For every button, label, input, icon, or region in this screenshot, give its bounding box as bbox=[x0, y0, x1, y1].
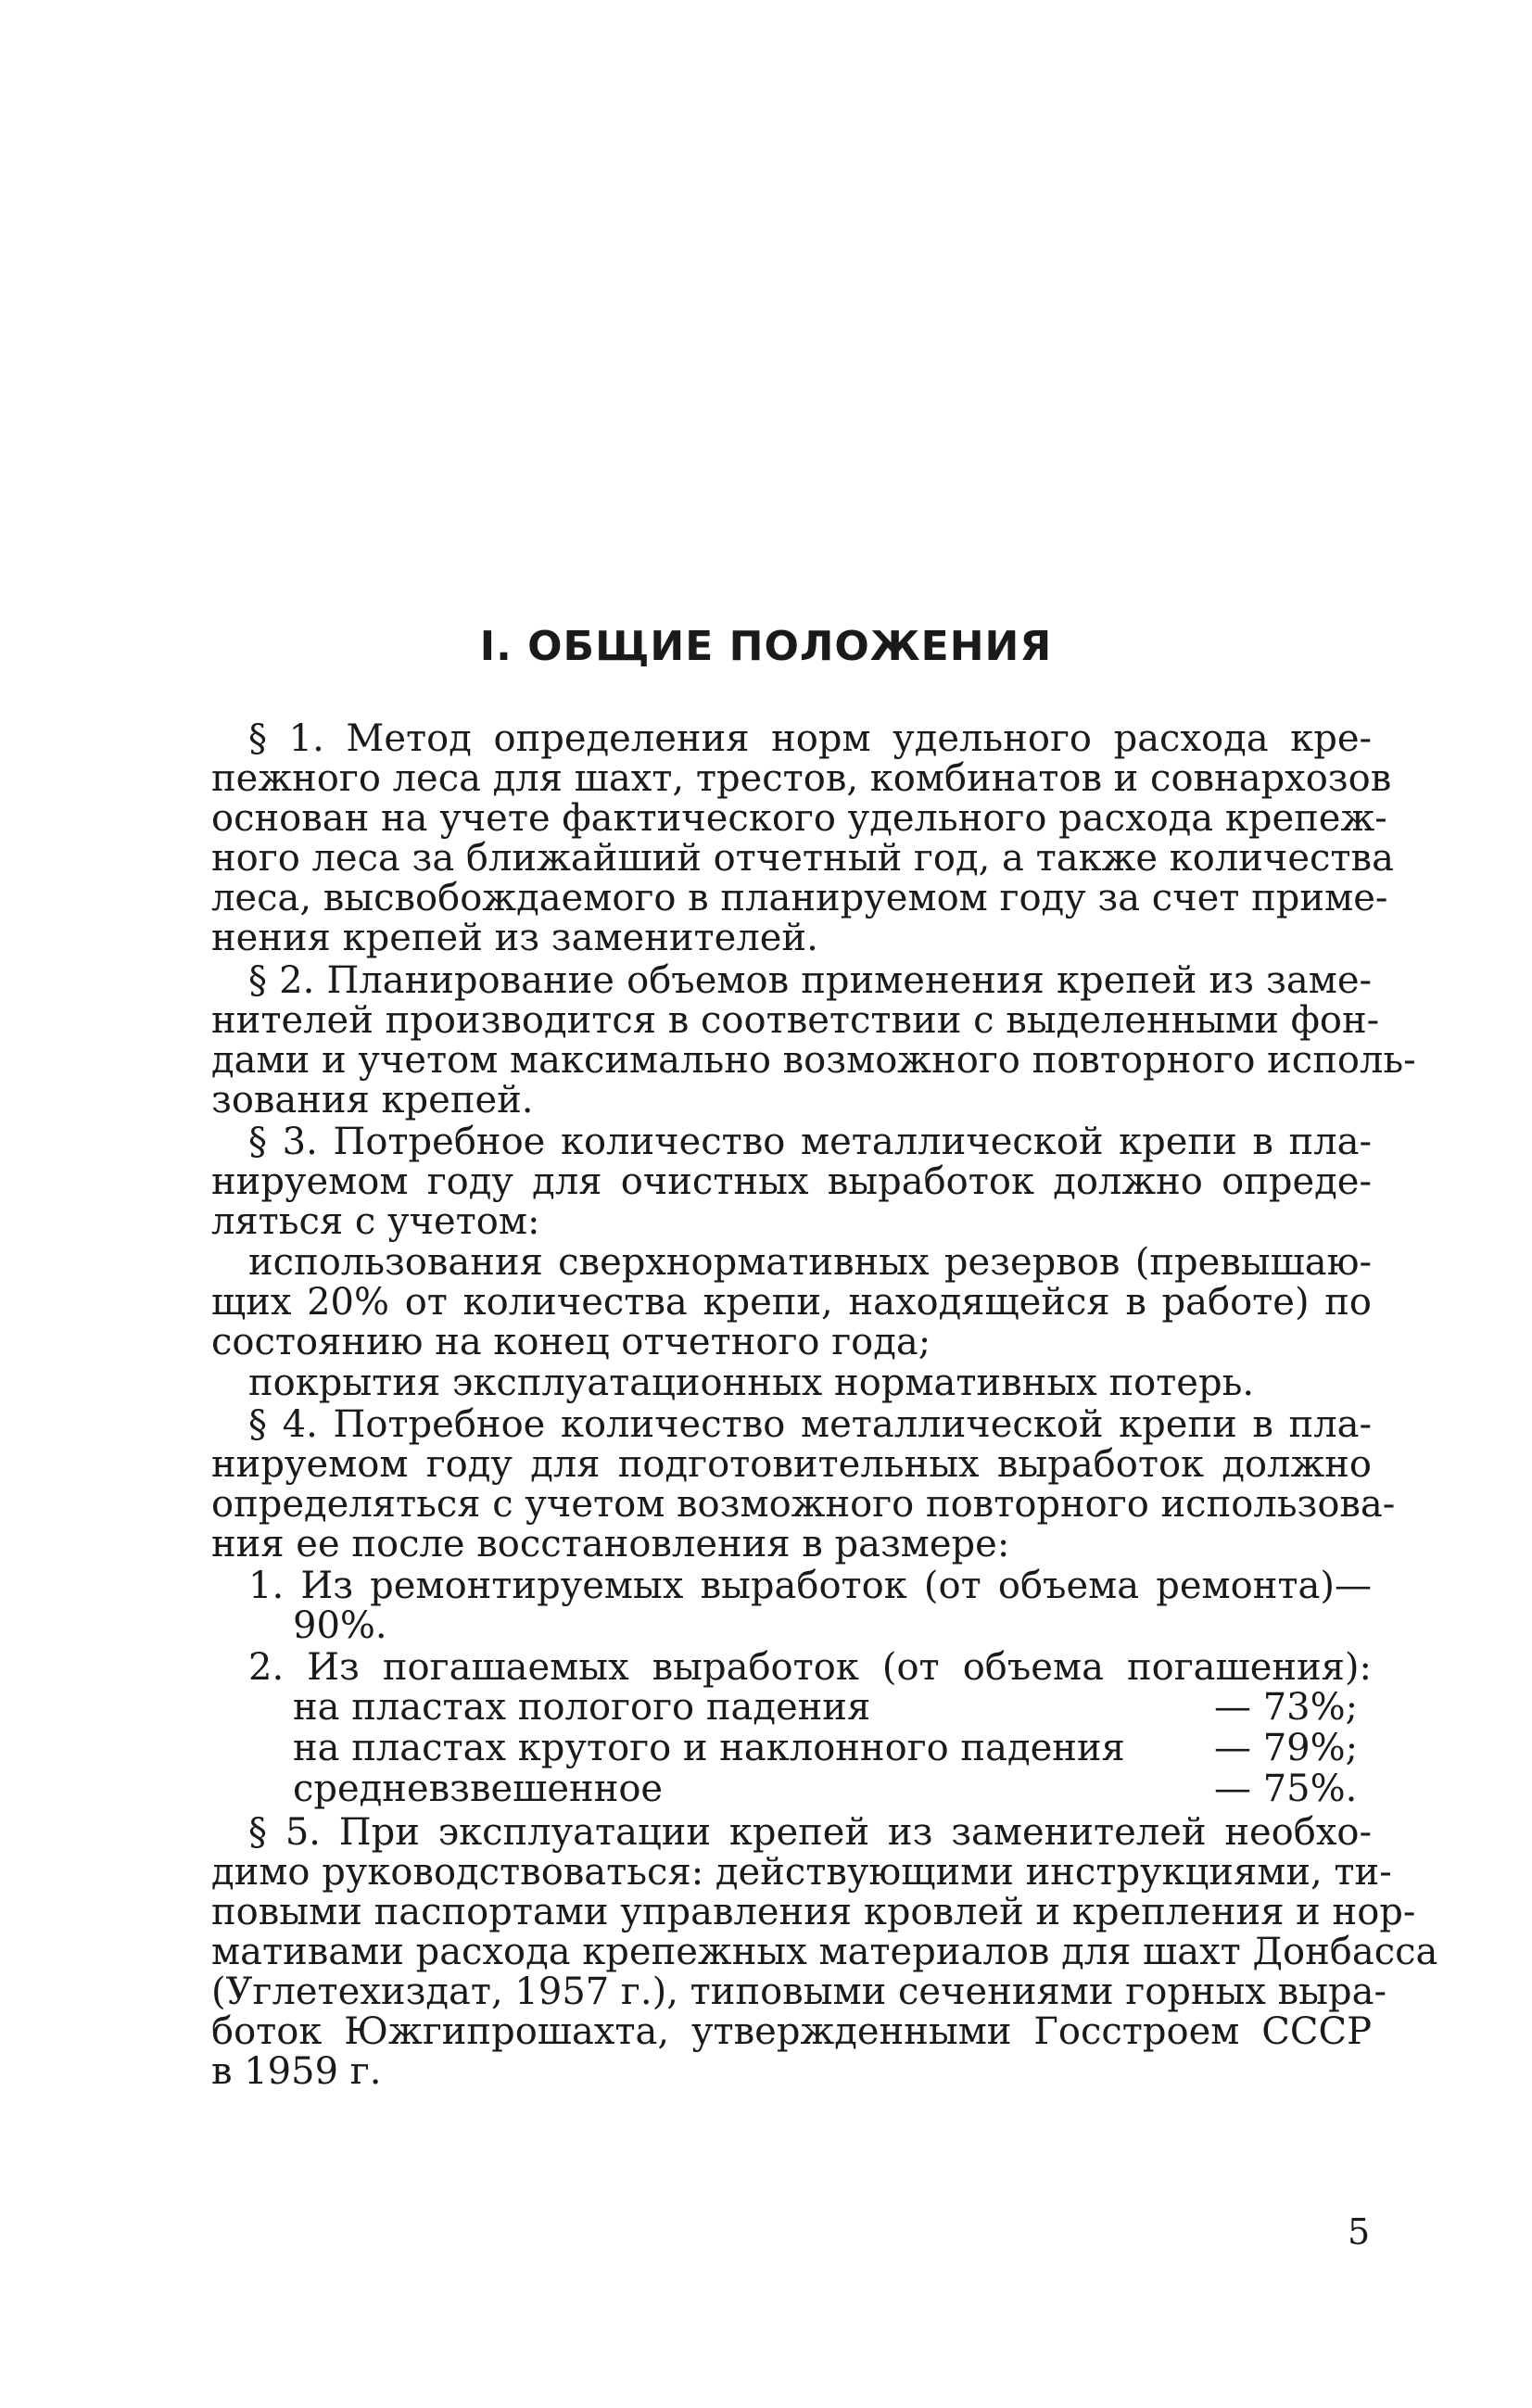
list-item-1-continuation: 90%. bbox=[293, 1604, 387, 1647]
paragraph-1-line: пежного леса для шахт, трестов, комбинатов и совнархозов bbox=[211, 757, 1392, 800]
paragraph-2-line: § 2. Планирование объемов применения крепей из заме- bbox=[248, 959, 1372, 1002]
list-item-1: 1. Из ремонтируемых выработок (от объема ремонта)— bbox=[248, 1565, 1372, 1607]
paragraph-5-line: димо руководствоваться: действующими инструкциями, ти- bbox=[211, 1851, 1392, 1894]
paragraph-4-line: ния ее после восстановления в размере: bbox=[211, 1523, 1010, 1565]
paragraph-3-line: ляться с учетом: bbox=[211, 1200, 540, 1243]
paragraph-1-line: нения крепей из заменителей. bbox=[211, 917, 818, 959]
section-heading: I. ОБЩИЕ ПОЛОЖЕНИЯ bbox=[479, 623, 1053, 670]
paragraph-2-line: зования крепей. bbox=[211, 1079, 534, 1122]
paragraph-1-line: ного леса за ближайший отчетный год, а также количества bbox=[211, 837, 1394, 880]
paragraph-3-line: нируемом году для очистных выработок должно опреде- bbox=[211, 1160, 1372, 1203]
paragraph-1-line: леса, высвобождаемого в планируемом году за счет приме- bbox=[211, 877, 1388, 919]
page-number: 5 bbox=[1348, 2212, 1371, 2252]
paragraph-2-line: нителей производится в соответствии с выделенными фон- bbox=[211, 999, 1380, 1042]
paragraph-3-line: состоянию на конец отчетного года; bbox=[211, 1321, 931, 1363]
paragraph-1-line: основан на учете фактического удельного расхода крепеж- bbox=[211, 797, 1387, 840]
paragraph-5-line: мативами расхода крепежных материалов для шахт Донбасса bbox=[211, 1931, 1438, 1973]
paragraph-5-line: § 5. При эксплуатации крепей из заменителей необхо- bbox=[248, 1811, 1372, 1854]
paragraph-1-line: § 1. Метод определения норм удельного расхода кре- bbox=[248, 717, 1372, 760]
paragraph-4-line: нируемом году для подготовительных выработок должно bbox=[211, 1443, 1372, 1486]
paragraph-3-line: покрытия эксплуатационных нормативных потерь. bbox=[248, 1362, 1255, 1404]
paragraph-4-line: определяться с учетом возможного повторного использова- bbox=[211, 1483, 1396, 1526]
paragraph-3-line: щих 20% от количества крепи, находящейся в работе) по bbox=[211, 1281, 1372, 1324]
rate-label: средневзвешенное bbox=[293, 1768, 664, 1810]
paragraph-5-line: (Углетехиздат, 1957 г.), типовыми сечениями горных выра- bbox=[211, 1971, 1386, 2013]
paragraph-5-line: боток Южгипрошахта, утвержденными Госстроем СССР bbox=[211, 2010, 1372, 2053]
paragraph-4-line: § 4. Потребное количество металлической крепи в пла- bbox=[248, 1403, 1372, 1446]
paragraph-2-line: дами и учетом максимально возможного повторного исполь- bbox=[211, 1039, 1416, 1082]
list-item-2: 2. Из погашаемых выработок (от объема погашения): bbox=[248, 1646, 1372, 1689]
paragraph-3-line: использования сверхнормативных резервов (превышаю- bbox=[248, 1241, 1372, 1284]
paragraph-5-line: в 1959 г. bbox=[211, 2050, 382, 2093]
rate-value: — 75%. bbox=[1214, 1768, 1358, 1810]
rate-value: — 79%; bbox=[1214, 1727, 1359, 1769]
rate-label: на пластах пологого падения bbox=[293, 1686, 871, 1729]
paragraph-5-line: повыми паспортами управления кровлей и крепления и нор- bbox=[211, 1891, 1416, 1933]
rate-value: — 73%; bbox=[1214, 1686, 1359, 1729]
rate-label: на пластах крутого и наклонного падения bbox=[293, 1727, 1125, 1769]
paragraph-3-line: § 3. Потребное количество металлической крепи в пла- bbox=[248, 1121, 1372, 1163]
